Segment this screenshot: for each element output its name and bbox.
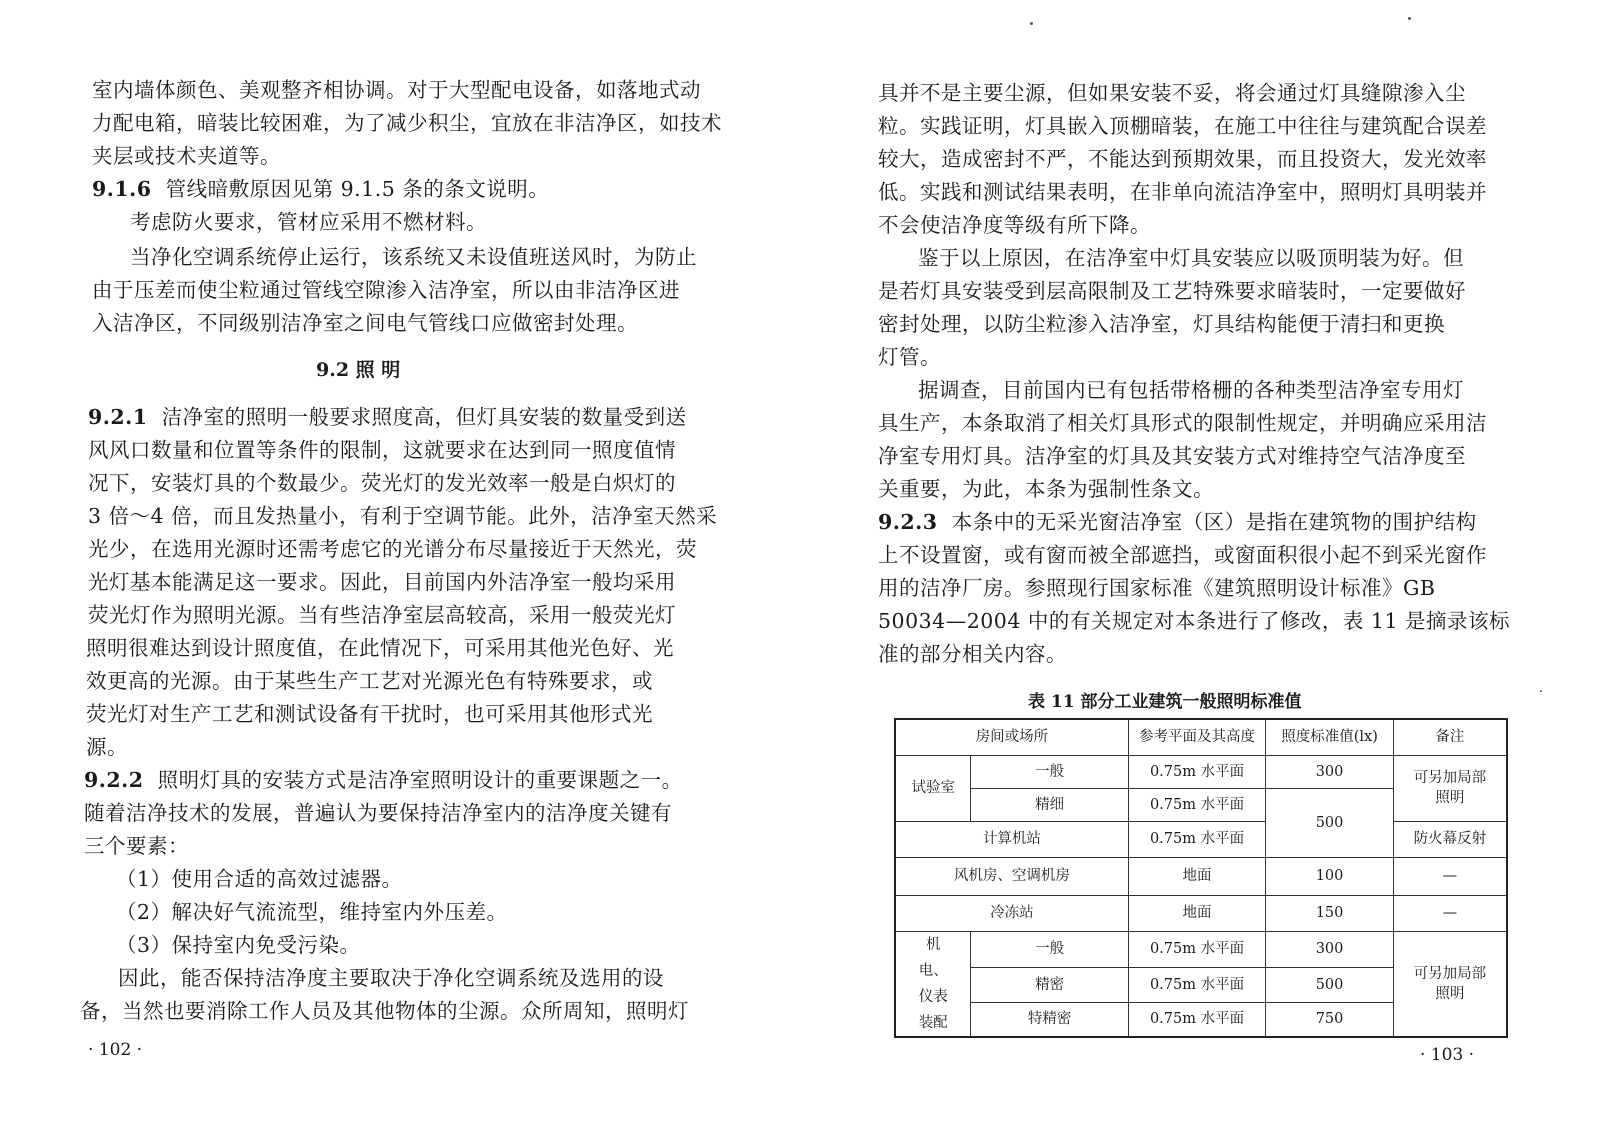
text-line: 效更高的光源。由于某些生产工艺对光源光色有特殊要求，或: [86, 669, 653, 693]
table-cell: 精细: [971, 788, 1128, 821]
text-line: 入洁净区，不同级别洁净室之间电气管线口应做密封处理。: [92, 311, 638, 335]
text-line: 荧光灯作为照明光源。当有些洁净室层高较高，采用一般荧光灯: [88, 603, 676, 627]
text-line: 是若灯具安装受到层高限制及工艺特殊要求暗装时，一定要做好: [878, 279, 1466, 303]
text-line: 光少，在选用光源时还需考虑它的光谱分布尽量接近于天然光，荧: [88, 537, 697, 561]
text-line: 况下，安装灯具的个数最少。荧光灯的发光效率一般是白炽灯的: [88, 471, 676, 495]
text-line: 光灯基本能满足这一要求。因此，目前国内外洁净室一般均采用: [88, 570, 676, 594]
text-line: 由于压差而使尘粒通过管线空隙渗入洁净室，所以由非洁净区进: [92, 278, 680, 302]
table-cell: 300: [1266, 755, 1394, 788]
column-header: 照度标准值(lx): [1266, 719, 1394, 755]
table-cell: 0.75m 水平面: [1128, 755, 1266, 788]
table-row: [895, 931, 1507, 968]
table-cell: 100: [1266, 857, 1394, 895]
text-line: 照明很难达到设计照度值，在此情况下，可采用其他光色好、光: [86, 636, 674, 660]
text-line: 关重要，为此，本条为强制性条文。: [878, 477, 1214, 501]
table-cell: 风机房、空调机房: [895, 857, 1128, 895]
text-line: 不会使洁净度等级有所下降。: [878, 213, 1151, 237]
table-header-row: [895, 719, 1507, 755]
section-9-2-3: [878, 509, 1477, 535]
table-cell: 750: [1266, 1002, 1394, 1036]
table-cell: 300: [1266, 931, 1394, 968]
table-cell: 试验室: [895, 755, 971, 821]
page-number: · 102 ·: [88, 1040, 143, 1060]
text-line: 风风口数量和位置等条件的限制，这就要求在达到同一照度值情: [88, 438, 676, 462]
text-line: 备，当然也要消除工作人员及其他物体的尘源。众所周知，照明灯: [80, 999, 689, 1023]
text-line: 灯管。: [878, 345, 941, 369]
page-number: · 103 ·: [1420, 1045, 1475, 1065]
text-line: 粒。实践证明，灯具嵌入顶棚暗装，在施工中往往与建筑配合误差: [878, 114, 1487, 138]
section-text: 照明灯具的安装方式是洁净室照明设计的重要课题之一。: [157, 768, 683, 792]
text-line: 鉴于以上原因，在洁净室中灯具安装应以吸顶明装为好。但: [918, 246, 1464, 270]
section-number: 9.2.1: [88, 405, 148, 429]
column-header: 房间或场所: [895, 719, 1128, 755]
section-heading: 9.2 照 明: [316, 359, 401, 381]
table-cell: 防火幕反射: [1393, 821, 1507, 857]
table-cell: 一般: [971, 755, 1128, 788]
text-line: 较大，造成密封不严，不能达到预期效果，而且投资大，发光效率: [878, 147, 1487, 171]
table-cell: —: [1393, 895, 1507, 931]
section-9-1-6: [92, 176, 549, 202]
text-line: 荧光灯对生产工艺和测试设备有干扰时，也可采用其他形式光: [86, 702, 653, 726]
text-line: 源。: [86, 735, 128, 759]
section-text: 管线暗敷原因见第 9.1.5 条的条文说明。: [165, 177, 550, 201]
left-page: [0, 0, 780, 1131]
section-number: 9.1.6: [92, 177, 152, 201]
table-row: [895, 821, 1507, 857]
list-item: （1）使用合适的高效过滤器。: [116, 867, 403, 891]
table-cell: 精密: [971, 968, 1128, 1002]
table-row: [895, 755, 1507, 788]
section-number: 9.2.2: [84, 768, 144, 792]
lighting-standard-table: [894, 718, 1508, 1038]
text-line: 据调查，目前国内已有包括带格栅的各种类型洁净室专用灯: [918, 378, 1464, 402]
table-cell: 计算机站: [895, 821, 1128, 857]
table-cell: 一般: [971, 931, 1128, 968]
table-row: [895, 895, 1507, 931]
list-item: （3）保持室内免受污染。: [116, 933, 361, 957]
table-cell: 地面: [1128, 895, 1266, 931]
table-cell: 0.75m 水平面: [1128, 931, 1266, 968]
text-line: 考虑防火要求，管材应采用不燃材料。: [130, 210, 487, 234]
text-line: 随着洁净技术的发展，普遍认为要保持洁净室内的洁净度关键有: [84, 801, 672, 825]
table-cell: 500: [1266, 968, 1394, 1002]
table-cell: —: [1393, 857, 1507, 895]
table-cell: 150: [1266, 895, 1394, 931]
text-line: 用的洁净厂房。参照现行国家标准《建筑照明设计标准》GB: [878, 576, 1436, 600]
text-line: 夹层或技术夹道等。: [92, 144, 281, 168]
section-9-2-2: [84, 767, 683, 793]
table-cell: 0.75m 水平面: [1128, 788, 1266, 821]
table-caption: 表 11 部分工业建筑一般照明标准值: [1028, 692, 1302, 712]
section-text: 洁净室的照明一般要求照度高，但灯具安装的数量受到送: [161, 405, 687, 429]
text-line: 具生产，本条取消了相关灯具形式的限制性规定，并明确应采用洁: [878, 411, 1487, 435]
column-header: 参考平面及其高度: [1128, 719, 1266, 755]
table-cell: 可另加局部照明: [1393, 931, 1507, 1037]
text-line: 上不设置窗，或有窗而被全部遮挡，或窗面积很小起不到采光窗作: [878, 543, 1487, 567]
text-line: 准的部分相关内容。: [878, 642, 1067, 666]
text-line: 三个要素：: [84, 834, 189, 858]
text-line: 力配电箱，暗装比较困难，为了减少积尘，宜放在非洁净区，如技术: [92, 111, 722, 135]
text-line: 50034—2004 中的有关规定对本条进行了修改，表 11 是摘录该标: [878, 609, 1511, 633]
section-number: 9.2.3: [878, 510, 938, 534]
scan-speck: [1540, 690, 1542, 692]
column-header: 备注: [1393, 719, 1507, 755]
text-line: 密封处理，以防尘粒渗入洁净室，灯具结构能便于清扫和更换: [878, 312, 1445, 336]
scan-speck: [1030, 22, 1033, 25]
text-line: 室内墙体颜色、美观整齐相协调。对于大型配电设备，如落地式动: [92, 78, 701, 102]
table-cell: 0.75m 水平面: [1128, 1002, 1266, 1036]
text-line: 低。实践和测试结果表明，在非单向流洁净室中，照明灯具明装并: [878, 180, 1487, 204]
table-cell: 500: [1266, 788, 1394, 857]
table-cell: 冷冻站: [895, 895, 1128, 931]
text-line: 因此，能否保持洁净度主要取决于净化空调系统及选用的设: [118, 966, 664, 990]
text-line: 具并不是主要尘源，但如果安装不妥，将会通过灯具缝隙渗入尘: [878, 81, 1466, 105]
text-line: 净室专用灯具。洁净室的灯具及其安装方式对维持空气洁净度至: [878, 444, 1466, 468]
text-line: 3 倍～4 倍，而且发热量小，有利于空调节能。此外，洁净室天然采: [88, 504, 718, 528]
table-cell: 可另加局部照明: [1393, 755, 1507, 821]
section-text: 本条中的无采光窗洁净室（区）是指在建筑物的围护结构: [951, 510, 1477, 534]
table-cell: 特精密: [971, 1002, 1128, 1036]
scan-speck: [1408, 17, 1411, 20]
list-item: （2）解决好气流流型，维持室内外压差。: [116, 900, 508, 924]
table-row: [895, 857, 1507, 895]
section-9-2-1: [88, 404, 687, 430]
table-cell: 机电、仪表装配: [895, 931, 971, 1037]
table-cell: 0.75m 水平面: [1128, 821, 1266, 857]
table-cell: 地面: [1128, 857, 1266, 895]
table-cell: 0.75m 水平面: [1128, 968, 1266, 1002]
text-line: 当净化空调系统停止运行，该系统又未设值班送风时，为防止: [130, 245, 697, 269]
